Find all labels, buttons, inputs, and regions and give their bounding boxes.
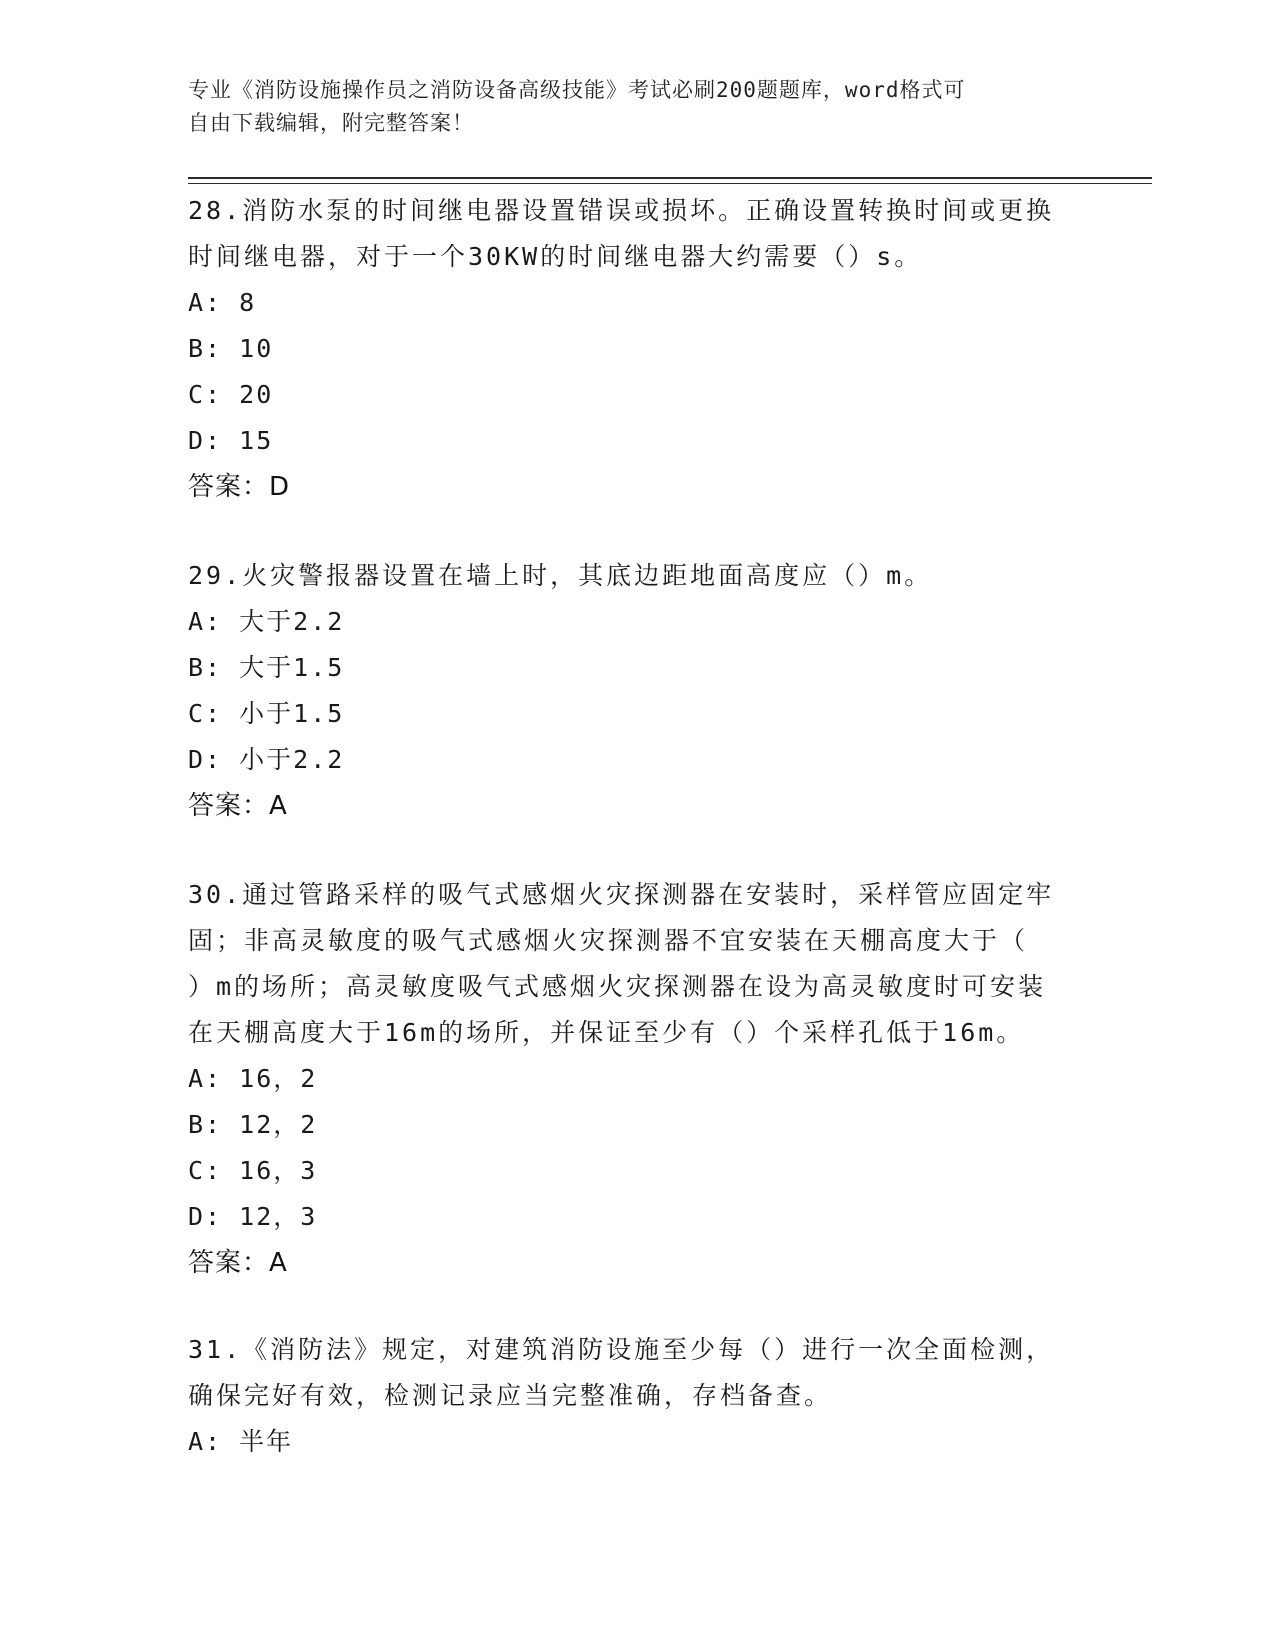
answer-label: 答案：A — [188, 791, 288, 821]
header-line-2: 自由下载编辑，附完整答案！ — [188, 111, 474, 135]
question-stem-line: 28.消防水泵的时间继电器设置错误或损坏。正确设置转换时间或更换 — [188, 196, 1055, 225]
option-b: B: 10 — [188, 334, 274, 363]
option-a: A: 大于2.2 — [188, 607, 345, 636]
question-stem-line: 固；非高灵敏度的吸气式感烟火灾探测器不宜安装在天棚高度大于（ — [188, 926, 1029, 955]
question-stem-line: 29.火灾警报器设置在墙上时，其底边距地面高度应（）m。 — [188, 561, 933, 590]
answer-label: 答案：D — [188, 472, 291, 502]
document-header — [188, 74, 1088, 140]
question-30 — [188, 872, 1108, 1286]
option-d: D: 小于2.2 — [188, 745, 345, 774]
question-31 — [188, 1327, 1108, 1465]
option-c: C: 20 — [188, 380, 274, 409]
option-b: B: 12，2 — [188, 1110, 318, 1139]
option-d: D: 15 — [188, 426, 274, 455]
option-b: B: 大于1.5 — [188, 653, 345, 682]
option-c: C: 16，3 — [188, 1156, 318, 1185]
header-divider-thick — [188, 177, 1152, 179]
option-a: A: 8 — [188, 288, 257, 317]
option-a: A: 16，2 — [188, 1064, 318, 1093]
question-28 — [188, 188, 1108, 510]
question-stem-line: 时间继电器，对于一个30KW的时间继电器大约需要（）s。 — [188, 242, 923, 271]
option-c: C: 小于1.5 — [188, 699, 345, 728]
option-d: D: 12，3 — [188, 1202, 318, 1231]
question-stem-line: 31.《消防法》规定，对建筑消防设施至少每（）进行一次全面检测， — [188, 1335, 1055, 1364]
question-stem-line: 30.通过管路采样的吸气式感烟火灾探测器在安装时，采样管应固定牢 — [188, 880, 1055, 909]
header-divider-thin — [188, 183, 1152, 184]
answer-label: 答案：A — [188, 1248, 288, 1278]
option-a: A: 半年 — [188, 1427, 294, 1456]
question-stem-line: ）m的场所；高灵敏度吸气式感烟火灾探测器在设为高灵敏度时可安装 — [188, 972, 1047, 1001]
question-29 — [188, 553, 1108, 829]
question-stem-line: 在天棚高度大于16m的场所，并保证至少有（）个采样孔低于16m。 — [188, 1018, 1025, 1047]
question-stem-line: 确保完好有效，检测记录应当完整准确，存档备查。 — [188, 1381, 833, 1410]
header-line-1: 专业《消防设施操作员之消防设备高级技能》考试必刷200题题库，word格式可 — [188, 78, 966, 102]
